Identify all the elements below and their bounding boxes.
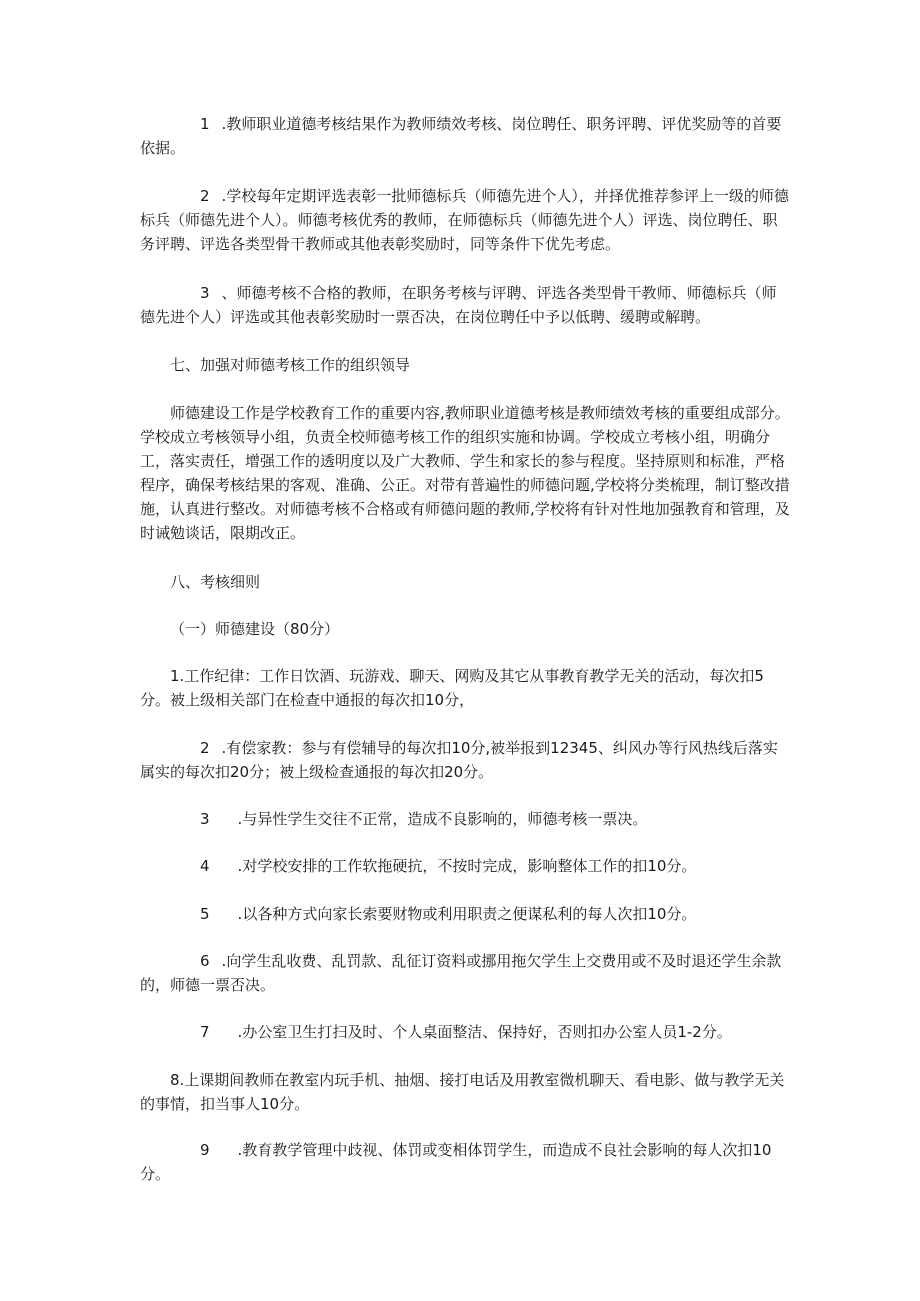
- paragraph-text: .办公室卫生打扫及时、个人桌面整洁、保持好，否则扣办公室人员1-2分。: [237, 1023, 732, 1041]
- paragraph-text: .教育教学管理中歧视、体罚或变相体罚学生，而造成不良社会影响的每人次扣10分。: [140, 1141, 772, 1183]
- rule-item-4: [140, 854, 790, 878]
- item-number: 2: [200, 739, 210, 757]
- rule-item-8: [140, 1068, 790, 1116]
- paragraph-result-use: [140, 112, 790, 160]
- rule-item-3: [140, 807, 790, 831]
- paragraph-text: .以各种方式向家长索要财物或利用职责之便谋私利的每人次扣10分。: [237, 905, 697, 923]
- paragraph-text: 、师德考核不合格的教师，在职务考核与评聘、评选各类型骨干教师、师德标兵（师德先进个人）评选或其他表彰奖励时一票否决，在岗位聘任中予以低聘、缓聘或解聘。: [140, 284, 777, 326]
- item-number: 5: [200, 905, 210, 923]
- heading-text: 八、考核细则: [170, 573, 261, 591]
- item-number: 4: [200, 857, 210, 875]
- paragraph-text: .学校每年定期评选表彰一批师德标兵（师德先进个人），并择优推荐参评上一级的师德标兵（师德先进个人）。师德考核优秀的教师，在师德标兵（师德先进个人）评选、岗位聘任、职务评聘、评选各类型骨干教师或其他表彰奖励时，同等条件下优先考虑。: [140, 187, 789, 253]
- paragraph-text: 师德建设工作是学校教育工作的重要内容,教师职业道德考核是教师绩效考核的重要组成部分。学校成立考核领导小组，负责全校师德考核工作的组织实施和协调。学校成立考核小组，明确分工，落实责任，增强工作的透明度以及广大教师、学生和家长的参与程度。坚持原则和标准，严格程序，确保考核结果的客观、准确、公正。对带有普遍性的师德问题,学校将分类梳理，制订整改措施，认真进行整改。对师德考核不合格或有师德问题的教师,学校将有针对性地加强教育和管理，及时诫勉谈话，限期改正。: [140, 404, 790, 542]
- rule-item-2: [140, 736, 790, 784]
- item-number: 7: [200, 1023, 210, 1041]
- item-number: 6: [200, 952, 210, 970]
- rule-item-9: [140, 1138, 790, 1186]
- paragraph-text: 8.上课期间教师在教室内玩手机、抽烟、接打电话及用教室微机聊天、看电影、做与教学无关的事情，扣当事人10分。: [140, 1071, 785, 1113]
- paragraph-text: .有偿家教：参与有偿辅导的每次扣10分,被举报到12345、纠风办等行风热线后落实属实的每次扣20分；被上级检查通报的每次扣20分。: [140, 739, 778, 781]
- subsection-heading: [140, 617, 790, 641]
- item-number: 9: [200, 1141, 210, 1159]
- heading-text: （一）师德建设（80分）: [170, 620, 340, 638]
- section-heading-8: [140, 570, 790, 594]
- paragraph-text: 1.工作纪律：工作日饮酒、玩游戏、聊天、网购及其它从事教育教学无关的活动，每次扣5分。被上级相关部门在检查中通报的每次扣10分，: [140, 667, 764, 709]
- heading-text: 七、加强对师德考核工作的组织领导: [170, 356, 411, 374]
- rule-item-7: [140, 1020, 790, 1044]
- item-number: 1: [200, 115, 210, 133]
- section-heading-7: [140, 353, 790, 377]
- paragraph-unqualified: [140, 281, 790, 329]
- rule-item-5: [140, 902, 790, 926]
- paragraph-text: .教师职业道德考核结果作为教师绩效考核、岗位聘任、职务评聘、评优奖励等的首要依据。: [140, 115, 782, 157]
- paragraph-text: .与异性学生交往不正常，造成不良影响的，师德考核一票决。: [237, 810, 648, 828]
- rule-item-1: [140, 664, 790, 712]
- paragraph-text: .对学校安排的工作软拖硬抗，不按时完成，影响整体工作的扣10分。: [237, 857, 697, 875]
- paragraph-commendation: [140, 184, 790, 256]
- item-number: 3: [200, 284, 210, 302]
- rule-item-6: [140, 949, 790, 997]
- paragraph-leadership: [140, 401, 790, 545]
- item-number: 2: [200, 187, 210, 205]
- paragraph-text: .向学生乱收费、乱罚款、乱征订资料或挪用拖欠学生上交费用或不及时退还学生余款的，师德一票否决。: [140, 952, 782, 994]
- item-number: 3: [200, 810, 210, 828]
